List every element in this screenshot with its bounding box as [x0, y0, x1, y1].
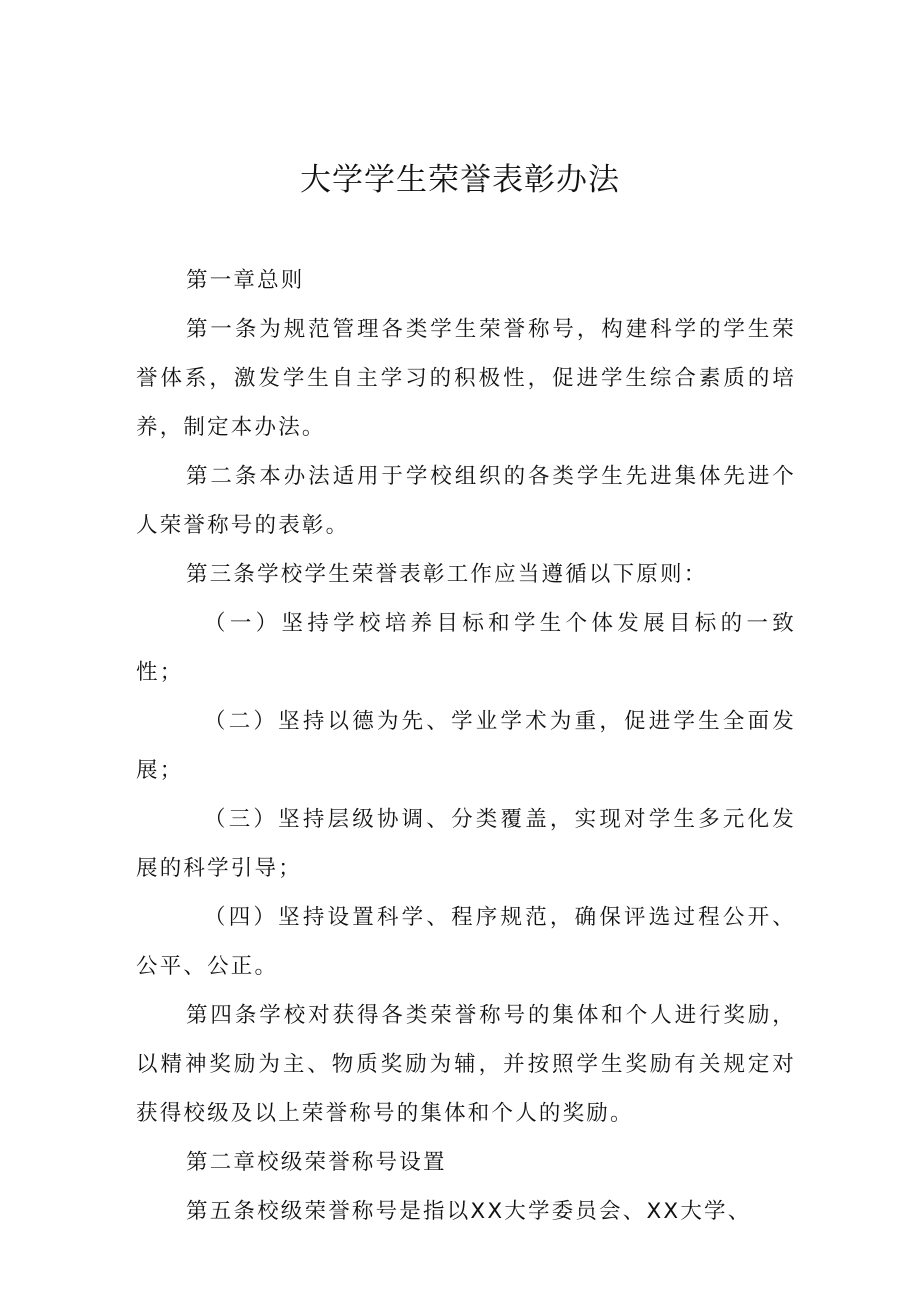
principle-4: （四）坚持设置科学、程序规范，确保评选过程公开、公平、公正。 — [136, 905, 796, 979]
document-body — [136, 256, 796, 1236]
article-2: 第二条本办法适用于学校组织的各类学生先进集体先进个人荣誉称号的表彰。 — [136, 464, 796, 538]
principle-2: （二）坚持以德为先、学业学术为重，促进学生全面发展； — [136, 709, 796, 783]
document-title: 大学学生荣誉表彰办法 — [300, 162, 620, 198]
article-1: 第一条为规范管理各类学生荣誉称号，构建科学的学生荣誉体系，激发学生自主学习的积极性，促进学生综合素质的培养，制定本办法。 — [136, 317, 796, 440]
chapter-heading-1: 第一章总则 — [186, 268, 305, 293]
chapter-heading-2: 第二章校级荣誉称号设置 — [186, 1150, 447, 1175]
principle-3: （三）坚持层级协调、分类覆盖，实现对学生多元化发展的科学引导； — [136, 807, 796, 881]
article-5: 第五条校级荣誉称号是指以XX大学委员会、XX大学、 — [186, 1199, 752, 1224]
article-4: 第四条学校对获得各类荣誉称号的集体和个人进行奖励，以精神奖励为主、物质奖励为辅，并按照学生奖励有关规定对获得校级及以上荣誉称号的集体和个人的奖励。 — [136, 1003, 796, 1126]
principle-1: （一）坚持学校培养目标和学生个体发展目标的一致性； — [136, 611, 796, 685]
article-3: 第三条学校学生荣誉表彰工作应当遵循以下原则： — [186, 562, 708, 587]
